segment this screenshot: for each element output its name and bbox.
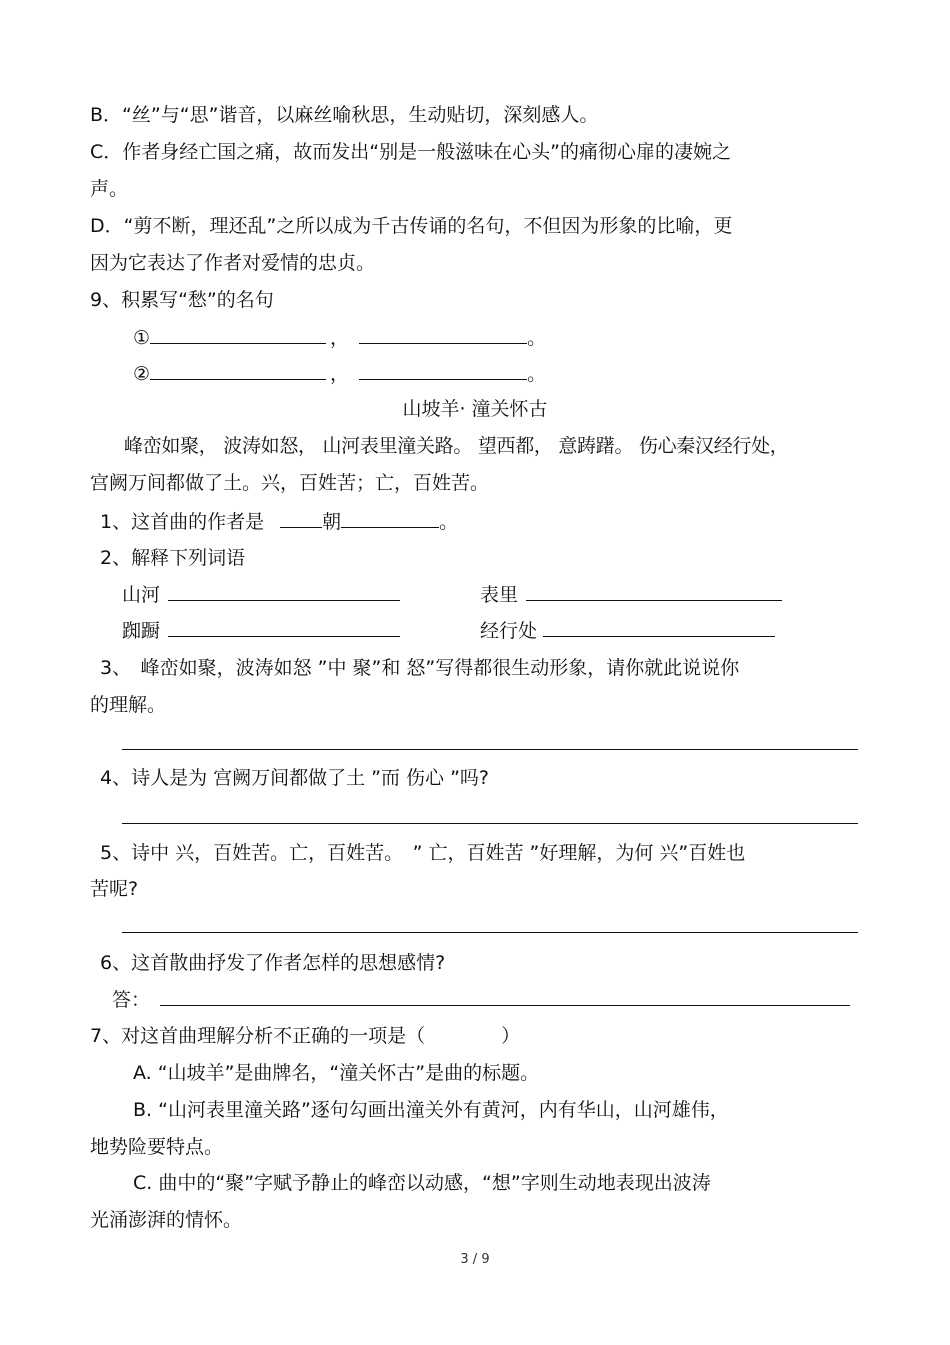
question-5-line2: 苦呢? bbox=[90, 878, 139, 900]
period: 。 bbox=[527, 327, 547, 349]
option-d-line1: D．“剪不断，理还乱”之所以成为千古传诵的名句，不但因为形象的比喻，更 bbox=[90, 215, 733, 237]
term-row-1a bbox=[122, 582, 400, 608]
term-shanhe: 山河 bbox=[122, 584, 161, 606]
poem-title: 山坡羊· 潼关怀古 bbox=[402, 398, 548, 420]
term-chichu-blank[interactable] bbox=[168, 618, 400, 637]
option-c-line1: C．作者身经亡国之痛，故而发出“别是一般滋味在心头”的痛彻心扉的凄婉之 bbox=[90, 141, 731, 163]
term-row-2b bbox=[480, 618, 775, 644]
poem-line-2: 宫阙万间都做了土。兴，百姓苦；亡，百姓苦。 bbox=[90, 472, 490, 494]
comma: ， bbox=[330, 363, 350, 385]
q7-option-b-line1: B. “山河表里潼关路”逐句勾画出潼关外有黄河，内有华山，山河雄伟， bbox=[133, 1099, 729, 1121]
q9-blank-2b[interactable] bbox=[359, 361, 527, 380]
comma: ， bbox=[330, 327, 350, 349]
question-3-line2: 的理解。 bbox=[90, 694, 167, 716]
q9-item-2 bbox=[133, 361, 546, 387]
q7-option-c-line1: C. 曲中的“聚”字赋予静止的峰峦以动感，“想”字则生动地表现出波涛 bbox=[133, 1172, 711, 1194]
period: 。 bbox=[527, 363, 547, 385]
q3-answer-line[interactable] bbox=[122, 749, 858, 750]
q7-option-c-line2: 光涌澎湃的情怀。 bbox=[90, 1209, 243, 1231]
q1-period: 。 bbox=[439, 511, 459, 533]
q9-item1-mark: ① bbox=[133, 327, 151, 349]
q9-blank-1a[interactable] bbox=[150, 325, 326, 344]
q5-answer-line[interactable] bbox=[122, 932, 858, 933]
question-2: 2、解释下列词语 bbox=[100, 547, 246, 569]
question-7: 7、对这首曲理解分析不正确的一项是（ ） bbox=[90, 1025, 521, 1047]
q9-item2-mark: ② bbox=[133, 363, 151, 385]
option-b: B．“丝”与“思”谐音，以麻丝喻秋思，生动贴切，深刻感人。 bbox=[90, 104, 599, 126]
poem-line-1: 峰峦如聚， 波涛如怒， 山河表里潼关路。 望西都， 意踌躇。 伤心秦汉经行处， bbox=[124, 435, 789, 457]
term-jingxingchu: 经行处 bbox=[480, 620, 538, 642]
question-3-line1: 3、 峰峦如聚，波涛如怒 ”中 聚”和 怒”写得都很生动形象，请你就此说说你 bbox=[100, 657, 740, 679]
page-number: 3 / 9 bbox=[460, 1252, 490, 1267]
q7-option-a: A. “山坡羊”是曲牌名，“潼关怀古”是曲的标题。 bbox=[133, 1062, 540, 1084]
q9-item-1 bbox=[133, 325, 546, 351]
term-chichu: 踟蹰 bbox=[122, 620, 161, 642]
q1-author-blank[interactable] bbox=[341, 509, 439, 528]
term-jingxingchu-blank[interactable] bbox=[543, 618, 775, 637]
q6-answer-line[interactable] bbox=[160, 1005, 850, 1006]
question-6: 6、这首散曲抒发了作者怎样的思想感情? bbox=[100, 952, 446, 974]
q1-text: 1、这首曲的作者是 bbox=[100, 511, 265, 533]
term-row-2a bbox=[122, 618, 400, 644]
option-d-line2: 因为它表达了作者对爱情的忠贞。 bbox=[90, 252, 376, 274]
question-9: 9、积累写“愁”的名句 bbox=[90, 289, 274, 311]
question-5-line1: 5、诗中 兴，百姓苦。亡，百姓苦。 ” 亡，百姓苦 ”好理解，为何 兴”百姓也 bbox=[100, 842, 746, 864]
q9-blank-1b[interactable] bbox=[359, 325, 527, 344]
q4-answer-line[interactable] bbox=[122, 823, 858, 824]
q6-answer-label: 答： bbox=[112, 989, 151, 1011]
term-biaoli: 表里 bbox=[480, 584, 519, 606]
question-4: 4、诗人是为 宫阙万间都做了土 ”而 伤心 ”吗? bbox=[100, 767, 490, 789]
q1-dynasty-label: 朝 bbox=[322, 511, 342, 533]
question-1 bbox=[100, 509, 458, 535]
q1-dynasty-blank[interactable] bbox=[280, 509, 322, 528]
option-c-line2: 声。 bbox=[90, 178, 129, 200]
term-biaoli-blank[interactable] bbox=[526, 582, 782, 601]
term-row-1b bbox=[480, 582, 782, 608]
term-shanhe-blank[interactable] bbox=[168, 582, 400, 601]
q9-blank-2a[interactable] bbox=[150, 361, 326, 380]
q7-option-b-line2: 地势险要特点。 bbox=[90, 1136, 224, 1158]
